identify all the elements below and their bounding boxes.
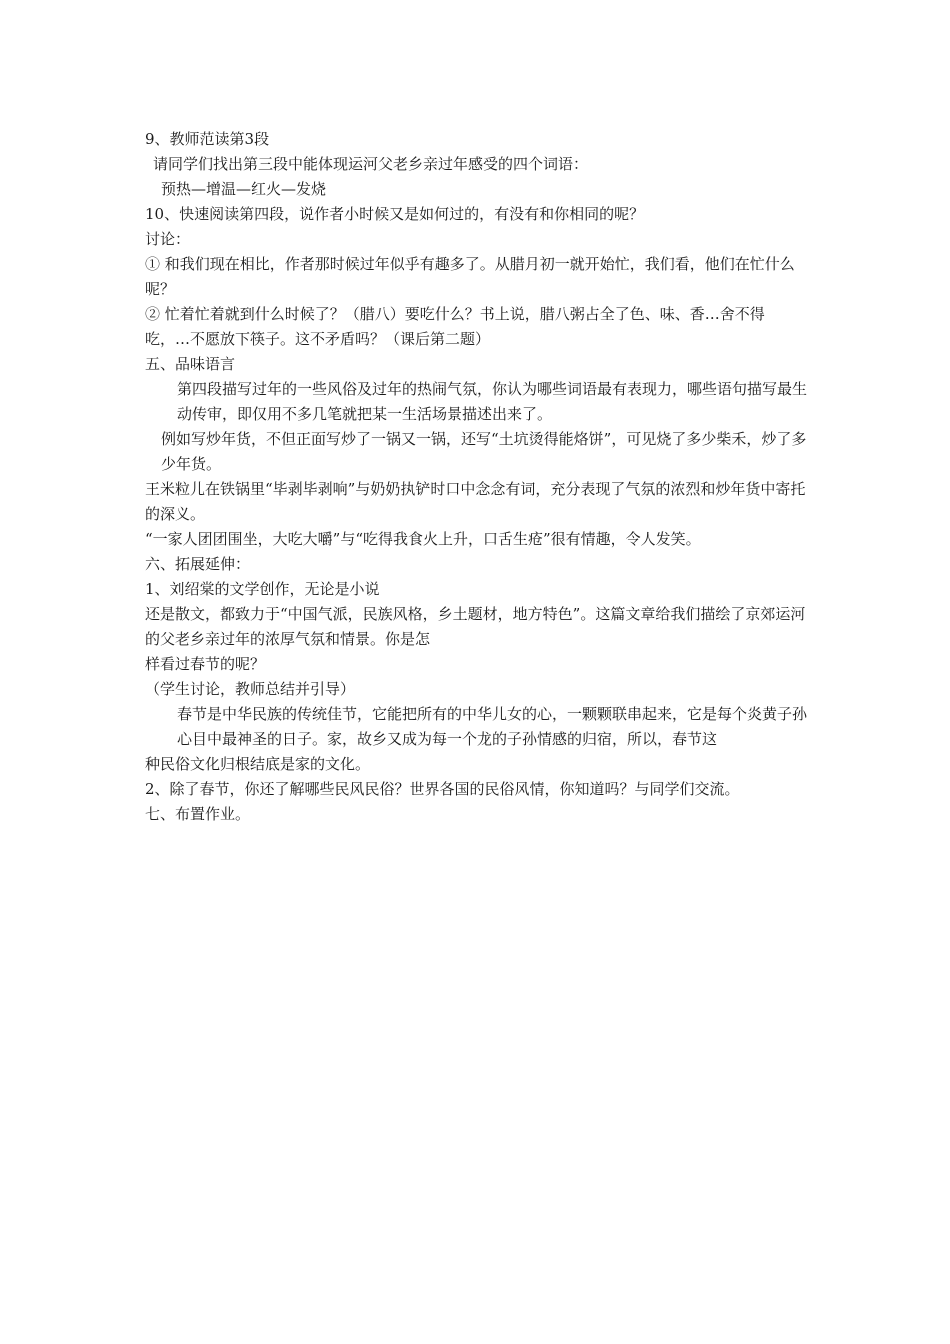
corn-paragraph: 王米粒儿在铁锅里“毕剥毕剥响”与奶奶执铲时口中念念有词，充分表现了气氛的浓烈和炒年货中寄托的深义。 [145,480,806,523]
discussion-point-1: ① 和我们现在相比，作者那时候过年似乎有趣多了。从腊月初一就开始忙，我们看，他们在忙什么呢？ [145,255,795,298]
discussion-point-2: ② 忙着忙着就到什么时候了？（腊八）要吃什么？书上说，腊八粥占全了色、味、香…舍不得吃，…不愿放下筷子。这不矛盾吗？（课后第二题） [145,305,765,348]
item-10-heading: 10、快速阅读第四段，说作者小时候又是如何过的，有没有和你相同的呢？ [145,205,645,223]
extension-item-1-body: 还是散文，都致力于“中国气派，民族风格，乡土题材，地方特色”。这篇文章给我们描绘了京郊运河的父老乡亲过年的浓厚气氛和情景。你是怎 [145,605,806,648]
discussion-label: 讨论： [145,230,191,248]
student-discussion-note: （学生讨论，教师总结并引导） [145,680,356,698]
section-6-heading: 六、拓展延伸： [145,555,251,573]
language-paragraph: 第四段描写过年的一些风俗及过年的热闹气氛，你认为哪些词语最有表现力，哪些语句描写最生动传审，即仅用不多几笔就把某一生活场景描述出来了。 [177,380,808,423]
spring-festival-paragraph-end: 种民俗文化归根结底是家的文化。 [145,755,371,773]
keyword-sequence: 预热—增温—红火—发烧 [161,180,327,198]
spring-festival-paragraph: 春节是中华民族的传统佳节，它能把所有的中华儿女的心，一颗颗联串起来，它是每个炎黄子孙心目中最神圣的日子。家，故乡又成为每一个龙的子孙情感的归宿，所以，春节这 [177,705,808,748]
example-paragraph: 例如写炒年货，不但正面写炒了一锅又一锅，还写“土坑烫得能烙饼”，可见烧了多少柴禾，炒了多少年货。 [161,430,807,473]
family-paragraph: “一家人团团围坐，大吃大嚼”与“吃得我食火上升，口舌生疮”很有情趣，令人发笑。 [145,530,701,548]
extension-item-2: 2、除了春节，你还了解哪些民风民俗？世界各国的民俗风情，你知道吗？与同学们交流。 [145,780,740,798]
section-7-heading: 七、布置作业。 [145,805,251,823]
extension-item-1-start: 1、刘绍棠的文学创作，无论是小说 [145,580,380,598]
document-body [145,127,808,827]
item-9-heading: 9、教师范读第3段 [145,130,270,148]
extension-item-1-end: 样看过春节的呢？ [145,655,266,673]
section-5-heading: 五、品味语言 [145,355,236,373]
task-instruction: 请同学们找出第三段中能体现运河父老乡亲过年感受的四个词语： [153,155,589,173]
